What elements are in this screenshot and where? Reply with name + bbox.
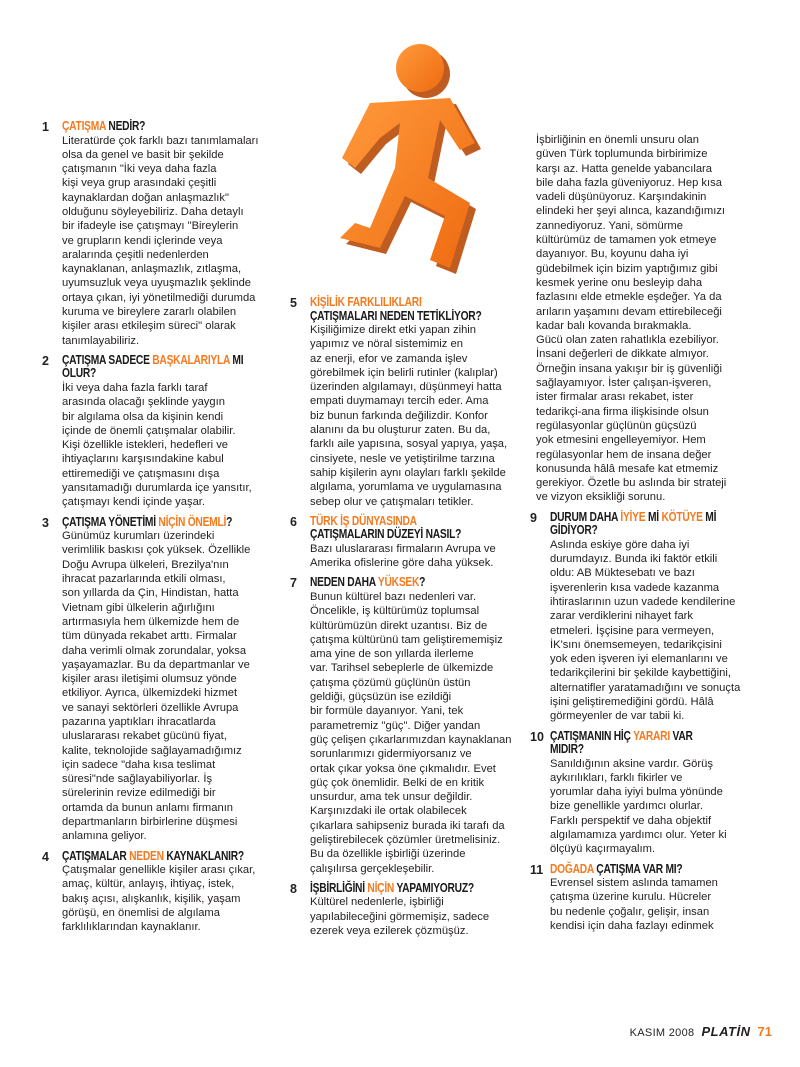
section-heading-line (62, 352, 244, 368)
body-text-line: tedarikçilerini bir şekilde kaybettiğini, (550, 667, 731, 680)
heading-text: MI (229, 352, 244, 367)
body-text-line: Öncelikle, iş kültürümüz toplumsal (310, 605, 480, 618)
heading-text: KAYNAKLANIR? (163, 848, 244, 863)
body-text-line: İnsani değerleri de dikkate almıyor. (536, 348, 709, 361)
heading-text: Mİ (702, 509, 717, 524)
section-number: 9 (530, 510, 537, 525)
section-heading-line (62, 367, 234, 381)
section-number: 5 (290, 296, 297, 310)
section-heading-line (550, 511, 730, 525)
section-heading (310, 296, 520, 323)
body-text-line: artırmasıyla hem ülkemizde hem de (62, 615, 240, 628)
heading-highlight: YÜKSEK (377, 575, 420, 590)
body-text-line: kendisi için daha fazlayı edinmek (550, 920, 714, 933)
section-heading (550, 511, 770, 538)
body-text-line: Karşınızdaki ile ortak olabilecek (310, 805, 467, 818)
section-number: 10 (530, 729, 544, 744)
body-text-line: kadar balı kovanda bırakmakla. (536, 319, 692, 332)
body-text-line: ortak çıkar yoksa öne çıkmalıdır. Evet (310, 762, 496, 775)
body-text-line: ortamda da bunun anlamı firmanın (62, 801, 234, 814)
section-heading-line (310, 576, 482, 590)
section-9 (522, 511, 770, 724)
body-text-line: çatışmanın "İki veya daha fazla (62, 163, 217, 176)
section-heading-line (62, 848, 244, 864)
section-heading (310, 515, 520, 542)
page-footer (630, 1024, 772, 1039)
section-body (550, 876, 770, 933)
body-text-line: yapılabileceğini görmemişiz, sadece (310, 910, 490, 923)
body-text-line: verimlilik baskısı çok yüksek. Özellikle (62, 544, 251, 557)
body-text-line: uluslararası rekabet gücünü fiyat, (62, 730, 227, 743)
body-text-line: alternatifler yaratamadığını ve sonuçta (550, 681, 741, 694)
heading-highlight: BAŞKALARIYLA (152, 352, 230, 367)
body-text-line: arıların yaşamını devam ettirebileceği (536, 305, 722, 318)
body-text-line: güç çelişen çıkarlarımızdan kaynaklanan (310, 733, 512, 746)
section-heading (62, 516, 272, 530)
body-text-line: Kültürel nedenlerle, işbirliği (310, 896, 444, 909)
heading-text: ? (419, 575, 426, 590)
body-text-line: Sanıldığının aksine vardır. Görüş (550, 757, 713, 770)
section-number: 8 (290, 881, 297, 896)
section-heading-line (62, 516, 234, 530)
body-text-line: kalite, teknolojide sağlayamadığımız (62, 744, 242, 757)
body-text-line: Amerika ofislerine göre daha yüksek. (310, 557, 494, 570)
magazine-brand: PLATİN (701, 1024, 751, 1039)
section-body (310, 590, 520, 876)
body-text-line: departmanların birbirlerine düşmesi (62, 816, 238, 829)
section-heading-line (550, 863, 730, 877)
section-number: 1 (42, 120, 49, 134)
body-text-line: ve sanayi sektörleri özellikle Avrupa (62, 701, 239, 714)
body-text-line: kuruma ve bireylere zararlı olabilen (62, 306, 237, 319)
section-10 (522, 730, 770, 857)
body-text-line: zannediyoruz. Yani, sömürme (536, 219, 683, 232)
page-number: 71 (757, 1024, 772, 1039)
section-body (62, 529, 272, 844)
section-11 (522, 863, 770, 934)
section-number: 2 (42, 353, 49, 368)
body-text-line: anlamına geliyor. (62, 830, 147, 843)
heading-text: ÇATIŞMALARIN DÜZEYİ NASIL? (310, 527, 462, 542)
body-text-line: ölçüyü kaçırmayalım. (550, 843, 656, 856)
heading-highlight: DOĞADA (550, 861, 594, 876)
body-text-line: yapımız ve nöral sistemimiz en (310, 338, 463, 351)
body-text-line: çatışma çözümü güçlünün üstün (310, 676, 471, 689)
heading-text: ÇATIŞMALAR (62, 848, 130, 863)
body-text-line: sürelerinin revize edilmediği bir (62, 787, 216, 800)
heading-highlight: KİŞİLİK FARKLILIKLARI (310, 295, 422, 309)
body-text-line: yok etmesini engelleyemiyor. Hem (536, 434, 706, 447)
body-text-line: bakış açısı, alışkanlık, kişilik, yaşam (62, 892, 241, 905)
column-right (522, 133, 770, 933)
section-heading-line (310, 882, 482, 896)
section-body (536, 133, 770, 505)
section-heading-line (550, 743, 730, 757)
heading-highlight: YARARI (633, 728, 670, 743)
body-text-line: uyumsuzluk veya uyuşmazlık şeklinde (62, 277, 252, 290)
body-text-line: sahip kişilerin aynı olayları farklı şekilde (310, 466, 506, 479)
body-text-line: kaynaklanan, anlaşmazlık, zıtlaşma, (62, 263, 242, 276)
body-text-line: elindeki her şeyi alınca, kazandığımızı (536, 205, 726, 218)
section-5 (282, 296, 520, 509)
heading-highlight: KÖTÜYE (661, 509, 703, 524)
section-heading-line (310, 515, 482, 529)
section-body (310, 323, 520, 509)
heading-highlight: TÜRK İŞ DÜNYASINDA (310, 513, 417, 528)
section-body (310, 542, 520, 571)
heading-highlight: NEDEN (129, 848, 164, 863)
section-heading-line (310, 296, 482, 310)
section-1 (34, 120, 272, 348)
body-text-line: tüm dünyada rekabet arttı. Firmalar (62, 630, 237, 643)
body-text-line: görmeyenler de var tabii ki. (550, 710, 685, 723)
body-text-line: etmeleri. İşçisine para vermeyen, (550, 624, 715, 637)
section-heading-line (550, 730, 730, 744)
section-number: 11 (530, 862, 544, 877)
section-number: 7 (290, 576, 297, 591)
heading-text: OLUR? (62, 366, 97, 381)
heading-text: DURUM DAHA (550, 509, 621, 524)
section-heading (550, 730, 770, 757)
body-text-line: vadeli düşünüyoruz. Karşındakinin (536, 191, 707, 204)
body-text-line: üzerinden algılamayı, düşünmeyi hatta (310, 381, 502, 394)
section-7 (282, 576, 520, 875)
body-text-line: ettiremediği ve çatışmasını dışa (62, 467, 220, 480)
body-text-line: çatışmayı kendi içinde yaşar. (62, 496, 206, 509)
section-heading (62, 354, 272, 381)
heading-text: ÇATIŞMANIN HİÇ (550, 728, 634, 743)
body-text-line: fazlasını elde etmekle eşdeğer. Ya da (536, 291, 722, 304)
body-text-line: Evrensel sistem aslında tamamen (550, 877, 718, 890)
body-text-line: farklılıklarından kaynaklanır. (62, 921, 201, 934)
body-text-line: Günümüz kurumları üzerindeki (62, 530, 215, 543)
body-text-line: çıkarlara sahipseniz burada iki tarafı da (310, 819, 505, 832)
body-text-line: yaşayamazlar. Bu da departmanlar ve (62, 658, 250, 671)
body-text-line: dayanıyor. Bu, koyunu daha iyi (536, 248, 689, 261)
body-text-line: güdebilmek için bizim yaptığımız gibi (536, 262, 718, 275)
body-text-line: bile daha fazla güveniyoruz. Hep kısa (536, 176, 722, 189)
body-text-line: az enerji, efor ve zamanda işlev (310, 352, 468, 365)
body-text-line: kesmek yerine onu besleyip daha (536, 276, 703, 289)
body-text-line: geliştirebilecek çözümler üretmelisiniz. (310, 834, 501, 846)
body-text-line: görüşü, en önemlisi de algılama (62, 907, 220, 920)
heading-text: Mİ (645, 509, 662, 524)
section-heading (310, 882, 520, 896)
body-text-line: pazarına yaptıkları ihracatlarda (62, 715, 216, 728)
body-text-line: ve vizyon eksikliği sorunu. (536, 491, 666, 504)
running-man-icon (300, 28, 520, 318)
heading-text: ? (226, 514, 233, 529)
body-text-line: yansıtamadığı durumlarda içe yansıtır, (62, 482, 252, 495)
body-text-line: Kişi özellikle istekleri, hedefleri ve (62, 439, 229, 452)
body-text-line: Aslında eskiye göre daha iyi (550, 538, 690, 551)
body-text-line: bir ifadeyle ise çatışmayı "Bireylerin (62, 220, 239, 233)
section-3 (34, 516, 272, 844)
body-text-line: ihtiraslarının uzun vadede kendilerine (550, 595, 736, 608)
body-text-line: sorunlarımızı gidermiyorsanız ve (310, 748, 472, 761)
body-text-line: yorumlar daha iyiyi bulma yönünde (550, 786, 723, 799)
body-text-line: süresi"nde sağlayabiliyorlar. İş (62, 773, 213, 786)
body-text-line: çatışma üzerine kurulu. Hücreler (550, 891, 712, 904)
body-text-line: Doğu Avrupa ülkeleri, Brezilya'nın (62, 558, 229, 571)
section-heading-line (62, 120, 234, 134)
body-text-line: algılama, yorumlama ve uygulamasına (310, 481, 502, 494)
heading-highlight: İYİYE (620, 509, 646, 524)
section-2 (34, 354, 272, 510)
body-text-line: görebilmek için belirli rutinler (kalıplar) (310, 366, 498, 379)
running-man-figure (300, 28, 520, 318)
body-text-line: Bazı uluslararası firmaların Avrupa ve (310, 542, 496, 555)
body-text-line: Bu da özellikle işbirliği üzerinde (310, 848, 466, 861)
heading-highlight: NİÇİN (367, 880, 395, 895)
body-text-line: çatışma kültürünü tam geliştirememişiz (310, 633, 503, 646)
body-text-line: ihtiyaçlarını karşısındakine kabul (62, 453, 224, 466)
heading-text: VAR (669, 728, 693, 743)
body-text-line: aralarında çeşitli nedenlerden (62, 248, 209, 261)
section-heading-line (310, 528, 482, 542)
section-heading-line (550, 524, 730, 538)
body-text-line: kişi veya grup arasındaki çeşitli (62, 177, 217, 190)
body-text-line: ezerek veya ezilerek çözmüşüz. (310, 924, 469, 937)
issue-date: KASIM 2008 (629, 1027, 695, 1039)
section-number: 3 (42, 515, 49, 530)
section-body (310, 895, 520, 938)
section-heading (310, 576, 520, 590)
body-text-line: Literatürde çok farklı bazı tanımlamaları (62, 134, 259, 147)
body-text-line: işverenlerin kısa vadede kazanma (550, 581, 720, 594)
section-body (62, 381, 272, 510)
body-text-line: kişiler arası etkileşim süreci" olarak (62, 320, 236, 333)
heading-text: GİDİYOR? (550, 523, 598, 538)
heading-text: ÇATIŞMALARI NEDEN TETİKLİYOR? (310, 308, 482, 323)
body-text-line: İki veya daha fazla farklı taraf (62, 381, 208, 394)
body-text-line: biz bunun farkında değilizdir. Konfor (310, 409, 488, 422)
body-text-line: yok eden işveren iyi elemanlarını ve (550, 653, 728, 666)
body-text-line: kişiler arası iletişimi olumsuz yönde (62, 673, 237, 686)
heading-text: YAPAMIYORUZ? (394, 880, 474, 895)
body-text-line: etkiliyor. Ayrıca, ülkemizdeki hizmet (62, 687, 238, 700)
body-text-line: Örneğin insana yakışır bir iş güvenliği (536, 362, 722, 375)
body-text-line: empati duymamayı tercih eder. Ama (310, 395, 489, 408)
heading-highlight: NİÇİN ÖNEMLİ (158, 514, 227, 529)
body-text-line: alanını da bu oluşturur zaten. Bu da, (310, 424, 491, 437)
body-text-line: Çatışmalar genellikle kişiler arası çıkar, (62, 864, 256, 877)
body-text-line: konusunda hâlâ mesafe kat etmemiz (536, 462, 719, 475)
body-text-line: İşbirliğinin en önemli unsuru olan (536, 134, 699, 146)
body-text-line: için sadece "daha kısa teslimat (62, 758, 216, 771)
section-heading (62, 120, 272, 134)
body-text-line: güven Türk toplumunda birbirimize (536, 148, 708, 161)
section-body (62, 134, 272, 348)
body-text-line: Farklı perspektif ve daha objektif (550, 814, 712, 827)
body-text-line: sağlayamıyor. İster çalışan-işveren, (536, 377, 712, 390)
body-text-line: unsurdur, ama tek unsur değildir. (310, 791, 473, 804)
body-text-line: Bunun kültürel bazı nedenleri var. (310, 590, 477, 603)
section-body (550, 757, 770, 857)
section-8 (282, 882, 520, 938)
section-heading (62, 850, 272, 864)
section-body (550, 538, 770, 724)
body-text-line: tedarikçi-ana firma ilişkisinde olsun (536, 405, 709, 418)
body-text-line: olsa da genel ve basit bir şekilde (62, 148, 224, 161)
body-text-line: çalışılırsa gerçekleşebilir. (310, 862, 435, 875)
body-text-line: içinde de önemli çatışmalar olabilir. (62, 424, 236, 437)
body-text-line: İK'sını önemsemeyen, tedarikçisini (550, 638, 722, 651)
section-number: 4 (42, 849, 49, 864)
body-text-line: farklı aile yapısına, sosyal yapıya, yaşa, (310, 438, 508, 451)
body-text-line: regülasyonlar hem de insana değer (536, 448, 712, 461)
body-text-line: bir algılama olsa da kişinin kendi (62, 410, 224, 423)
body-text-line: ortaya çıkan, iyi yönetilmediği durumda (62, 291, 256, 304)
body-text-line: karşı az. Hatta genelde yabancılara (536, 162, 712, 175)
heading-text: NEDİR? (105, 119, 146, 133)
body-text-line: parametremiz "güç". Diğer yandan (310, 719, 481, 732)
body-text-line: geldiği, güçsüzün ise ezildiği (310, 691, 452, 704)
section-body (62, 863, 272, 934)
body-text-line: bu nedenle çoğalır, gelişir, insan (550, 905, 710, 918)
body-text-line: oldu: AB Müktesebatı ve bazı (550, 567, 695, 580)
body-text-line: cinsiyete, nesle ve yetiştirilme tarzına (310, 452, 495, 465)
body-text-line: tanımlayabiliriz. (62, 334, 140, 347)
body-text-line: bize genellikle yardımcı olurlar. (550, 800, 703, 813)
body-text-line: kültürümüz de tamamen yok etmeye (536, 234, 717, 247)
body-text-line: amaç, kültür, anlayış, ihtiyaç, istek, (62, 878, 235, 891)
body-text-line: zarar verdiklerini nihayet fark (550, 610, 694, 623)
body-text-line: durumdayız. Bunda iki faktör etkili (550, 553, 718, 566)
body-text-line: Vietnam gibi ülkelerin ağırlığını (62, 601, 215, 614)
heading-text: MIDIR? (550, 742, 584, 757)
body-text-line: ihracat pazarlarında etkili olması, (62, 573, 226, 586)
body-text-line: ve grupların kendi içlerinde veya (62, 234, 223, 247)
section-4 (34, 850, 272, 935)
body-text-line: bir formüle dayanıyor. Yani, tek (310, 705, 464, 718)
body-text-line: güç çok önemlidir. Belki de en kritik (310, 776, 485, 789)
body-text-line: işini geliştiremediğini gördü. Hâlâ (550, 695, 714, 708)
body-text-line: olduğunu söyleyebiliriz. Daha detaylı (62, 205, 244, 218)
body-text-line: Kişiliğimize direkt etki yapan zihin (310, 324, 477, 336)
body-text-line: regülasyonlar güçlünün güçsüzü (536, 419, 697, 432)
body-text-line: arasında olacağı şeklinde yaygın (62, 396, 225, 409)
body-text-line: daha verimli olmak zorundalar, yoksa (62, 644, 247, 657)
heading-text: ÇATIŞMA YÖNETİMİ (62, 514, 159, 529)
body-text-line: Gücü olan zaten rahatlıkla ezebiliyor. (536, 334, 719, 347)
section-number: 6 (290, 514, 297, 529)
section-heading (550, 863, 770, 877)
body-text-line: sebep olur ve çatışmaları tetikler. (310, 495, 474, 508)
column-middle (282, 296, 520, 938)
column-left (34, 120, 272, 935)
heading-text: ÇATIŞMA VAR MI? (593, 861, 683, 876)
heading-text: ÇATIŞMA SADECE (62, 352, 153, 367)
body-text-line: son yıllarda da Çin, Hindistan, hatta (62, 587, 239, 600)
heading-text: NEDEN DAHA (310, 575, 378, 590)
body-text-line: ama yine de son yıllarda ilerleme (310, 648, 474, 661)
section-heading-line (310, 310, 482, 324)
body-text-line: kültürümüzün direkt uzantısı. Biz de (310, 619, 488, 632)
heading-text: İŞBİRLİĞİNİ (310, 880, 368, 895)
section-8-continued (522, 133, 770, 505)
section-6 (282, 515, 520, 571)
heading-highlight: ÇATIŞMA (62, 119, 106, 133)
body-text-line: var. Tarihsel sebeplerle de ülkemizde (310, 662, 494, 675)
body-text-line: kaynaklardan doğan anlaşmazlık" (62, 191, 229, 204)
body-text-line: aykırılıkları, farklı fikirler ve (550, 771, 683, 784)
body-text-line: gerekiyor. Özetle bu aslında bir strateji (536, 477, 727, 490)
body-text-line: ister firmalar arası rekabet, ister (536, 391, 694, 404)
body-text-line: algılamamıza yardımcı olur. Yeter ki (550, 829, 727, 842)
